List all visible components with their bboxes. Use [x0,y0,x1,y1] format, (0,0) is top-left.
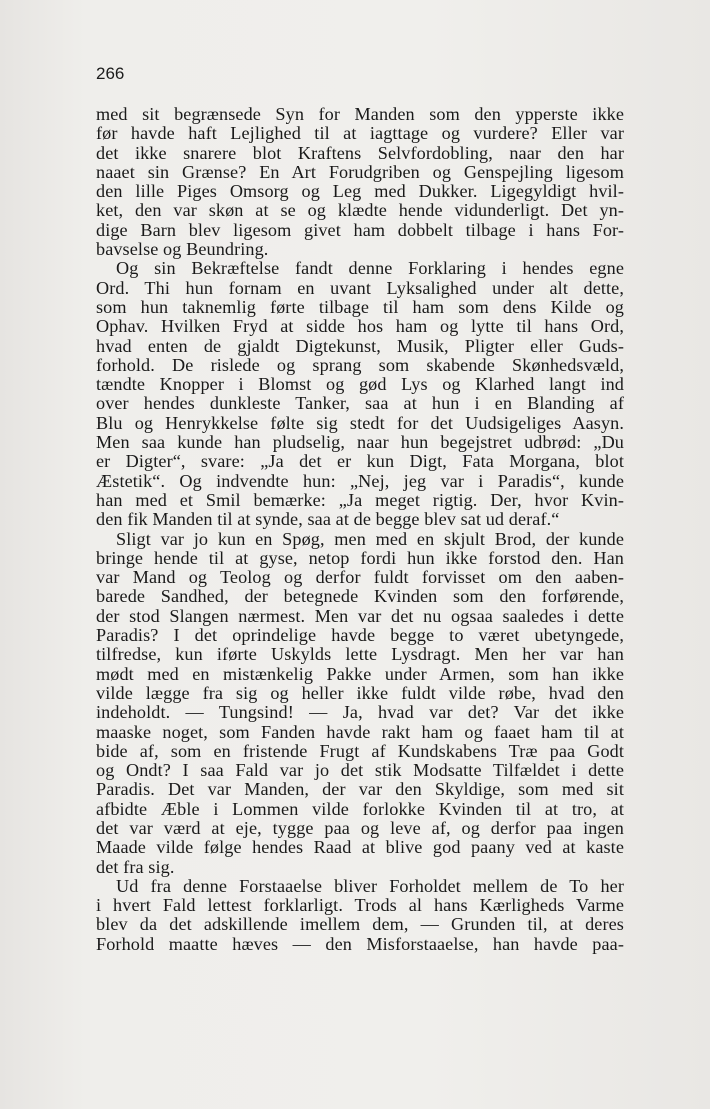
text-line: hvad enten de gjaldt Digtekunst, Musik, Pligter eller Guds- [96,335,624,356]
text-line: indeholdt. — Tungsind! — Ja, hvad var det? Var det ikke [96,702,624,723]
text-line: bide af, som en fristende Frugt af Kundskabens Træ paa Godt [96,740,624,761]
text-line: blev da det adskillende imellem dem, — Grunden til, at deres [96,914,624,935]
text-line: i hvert Fald lettest forklarligt. Trods al hans Kærligheds Varme [96,895,624,916]
text-line: Æstetik“. Og indvendte hun: „Nej, jeg var i Paradis“, kunde [96,470,624,491]
text-line: Blu og Henrykkelse følte sig stedt for det Uudsigeliges Aasyn. [96,412,624,433]
text-line: bavselse og Beundring. [96,239,269,260]
text-line: Paradis? I det oprindelige havde begge to været ubetyngede, [96,625,624,646]
text-line: Men saa kunde han pludselig, naar hun begejstret udbrød: „Du [96,432,624,453]
text-line: Sligt var jo kun en Spøg, men med en skjult Brod, der kunde [116,528,624,549]
text-line: mødt med en mistænkelig Pakke under Armen, som han ikke [96,663,624,684]
text-line: Ord. Thi hun fornam en uvant Lyksalighed under alt dette, [96,277,624,298]
text-line: forhold. De rislede og sprang som skabende Skønhedsvæld, [96,354,624,375]
text-line: bringe hende til at gyse, netop fordi hun ikke forstod den. Han [96,547,624,568]
text-line: ket, den var skøn at se og klædte hende vidunderligt. Det yn- [96,200,624,221]
text-line: den fik Manden til at synde, saa at de begge blev sat ud deraf.“ [96,509,560,530]
text-line: han med et Smil bemærke: „Ja meget rigtig. Der, hvor Kvin- [96,489,624,510]
text-line: det var værd at eje, tygge paa og leve af, og derfor paa ingen [96,817,624,838]
text-line: maaske noget, som Fanden havde rakt ham og faaet ham til at [96,721,624,742]
text-line: barede Sandhed, der betegnede Kvinden som den forførende, [96,586,624,607]
text-line: er Digter“, svare: „Ja det er kun Digt, Fata Morgana, blot [96,451,624,472]
text-line: Ud fra denne Forstaaelse bliver Forholdet mellem de To her [116,875,624,896]
text-line: som hun taknemlig førte tilbage til ham som dens Kilde og [96,296,624,317]
text-line: Forhold maatte hæves — den Misforstaaelse, han havde paa- [96,933,624,954]
body-text [96,105,624,954]
text-line: Og sin Bekræftelse fandt denne Forklaring i hendes egne [116,258,624,279]
text-line: naaet sin Grænse? En Art Forudgriben og Genspejling ligesom [96,161,624,182]
text-line: Ophav. Hvilken Fryd at sidde hos ham og lytte til hans Ord, [96,316,624,337]
text-line: tændte Knopper i Blomst og gød Lys og Klarhed langt ind [96,374,624,395]
page-number: 266 [96,64,125,83]
text-line: vilde lægge fra sig og heller ikke fuldt vilde røbe, hvad den [96,682,624,703]
text-line: der stod Slangen nærmest. Men var det nu ogsaa saaledes i dette [96,605,624,626]
text-line: det fra sig. [96,856,175,877]
text-line: afbidte Æble i Lommen vilde forlokke Kvinden til at tro, at [96,798,624,819]
text-line: med sit begrænsede Syn for Manden som den ypperste ikke [96,104,624,124]
text-line: før havde haft Lejlighed til at iagttage og vurdere? Eller var [96,123,624,144]
text-line: Paradis. Det var Manden, der var den Skyldige, som med sit [96,779,624,800]
text-line: og Ondt? I saa Fald var jo det stik Modsatte Tilfældet i dette [96,760,624,781]
text-line: dige Barn blev ligesom givet ham dobbelt tilbage i hans For- [96,219,624,240]
text-line: over hendes dunkleste Tanker, saa at hun i en Blanding af [96,393,624,414]
text-line: var Mand og Teolog og derfor fuldt forvisset om den aaben- [96,567,624,588]
text-line: den lille Piges Omsorg og Leg med Dukker. Ligegyldigt hvil- [96,181,624,202]
text-line: Maade vilde følge hendes Raad at blive god paany ved at kaste [96,837,624,858]
text-line: tilfredse, kun iførte Uskylds lette Lysdragt. Men her var han [96,644,624,665]
text-line: det ikke snarere blot Kraftens Selvfordobling, naar den har [96,142,624,163]
